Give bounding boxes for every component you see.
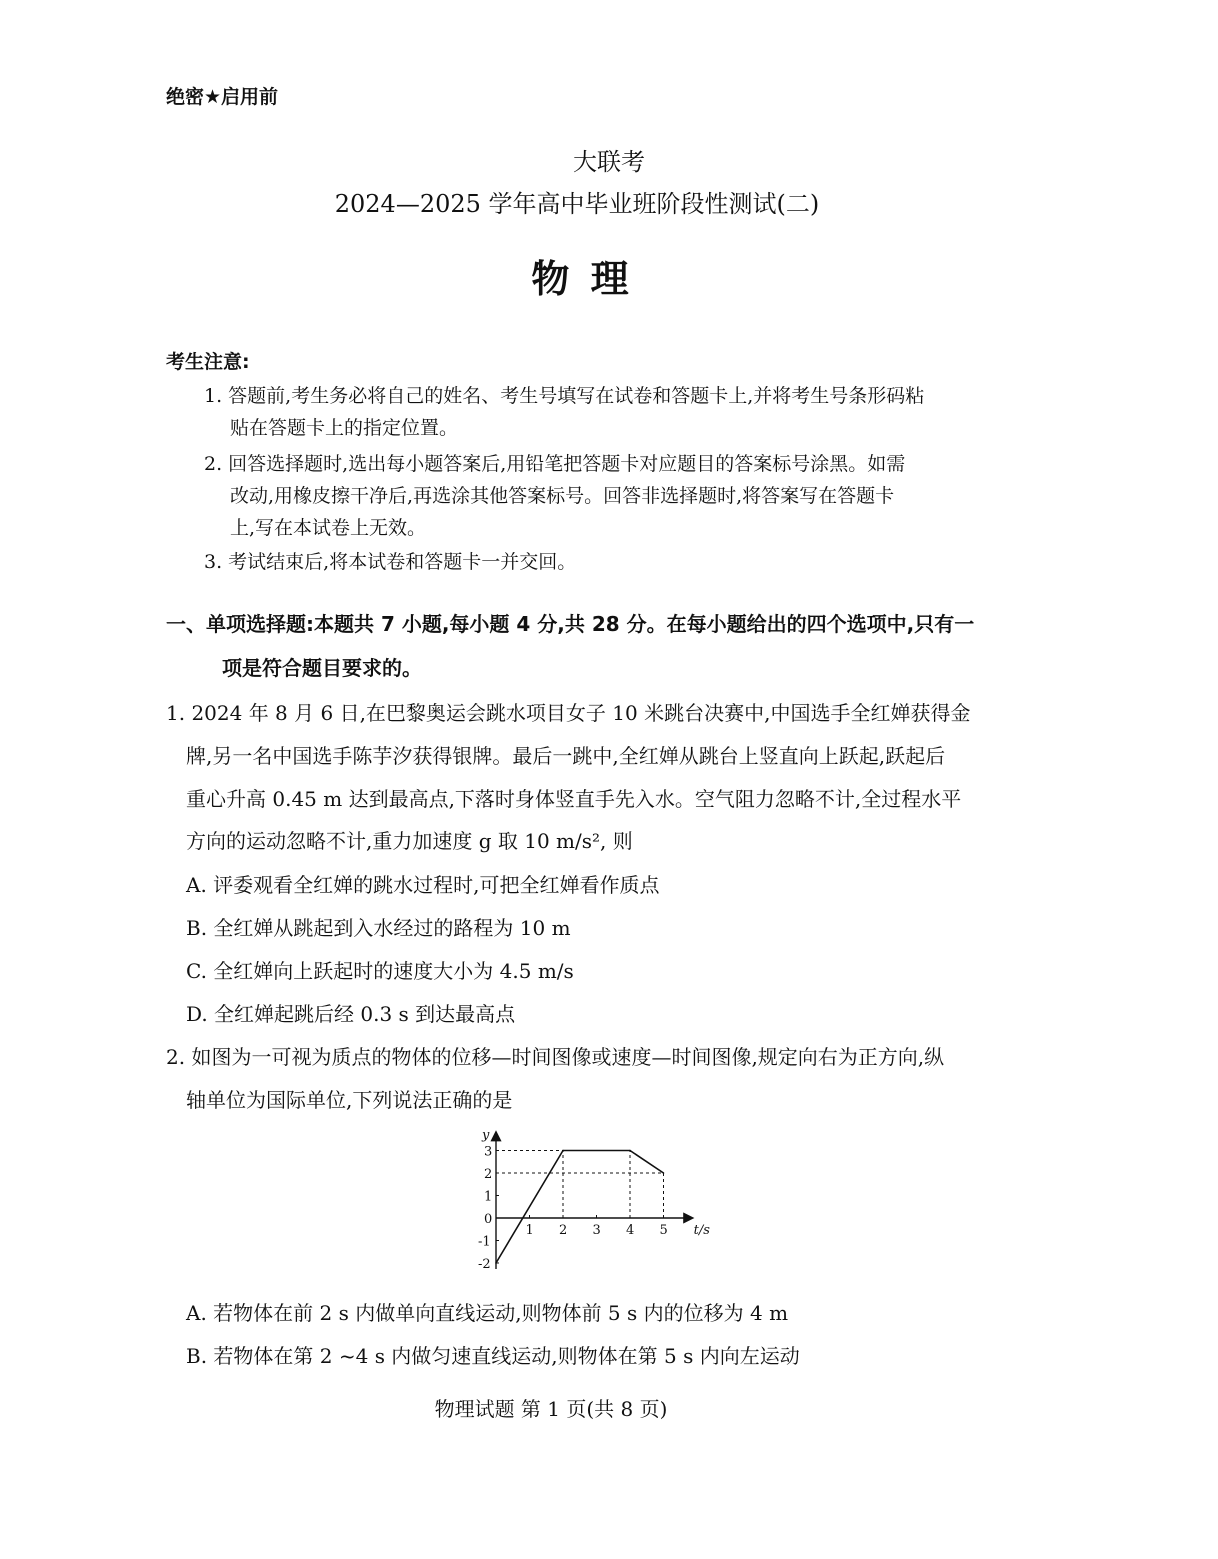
series-point <box>629 1150 631 1152</box>
notice-line: 贴在答题卡上的指定位置。 <box>230 417 459 439</box>
q1-stem-line: 牌,另一名中国选手陈芋汐获得银牌。最后一跳中,全红婵从跳台上竖直向上跃起,跃起后 <box>186 744 946 768</box>
y-t-graph <box>468 1122 708 1282</box>
y-tick-label: -2 <box>478 1257 491 1272</box>
notice-line: 1. 答题前,考生务必将自己的姓名、考生号填写在试卷和答题卡上,并将考生号条形码粘 <box>204 385 925 407</box>
series-point <box>495 1262 497 1264</box>
exam-series-title: 大联考 <box>573 148 645 176</box>
q2-option-a: A. 若物体在前 2 s 内做单向直线运动,则物体前 5 s 内的位移为 4 m <box>186 1301 789 1325</box>
x-tick-label: 4 <box>626 1223 635 1238</box>
q2-stem-line: 轴单位为国际单位,下列说法正确的是 <box>186 1088 513 1112</box>
q1-stem-line: 方向的运动忽略不计,重力加速度 g 取 10 m/s², 则 <box>186 829 633 853</box>
y-tick-label: -1 <box>478 1234 491 1250</box>
q2-option-b: B. 若物体在第 2 ~4 s 内做匀速直线运动,则物体在第 5 s 内向左运动 <box>186 1344 800 1368</box>
series-line <box>496 1151 664 1264</box>
series-point <box>663 1172 665 1174</box>
section-heading: 一、单项选择题:本题共 7 小题,每小题 4 分,共 28 分。在每小题给出的四个选项中,只有一 <box>166 612 975 636</box>
q1-option-a: A. 评委观看全红婵的跳水过程时,可把全红婵看作质点 <box>186 873 660 897</box>
notice-heading: 考生注意: <box>166 351 250 373</box>
notice-line: 2. 回答选择题时,选出每小题答案后,用铅笔把答题卡对应题目的答案标号涂黑。如需 <box>204 453 906 475</box>
subject-title: 物 理 <box>531 257 633 301</box>
y-tick-label: 2 <box>484 1167 493 1182</box>
page-footer: 物理试题 第 1 页(共 8 页) <box>434 1397 668 1421</box>
x-axis-label: t/s <box>693 1223 710 1238</box>
y-tick-label: 3 <box>484 1144 493 1160</box>
secret-label: 绝密★启用前 <box>166 86 279 108</box>
q1-option-b: B. 全红婵从跳起到入水经过的路程为 10 m <box>186 916 571 940</box>
x-tick-label: 1 <box>525 1223 534 1238</box>
x-tick-label: 2 <box>559 1223 568 1238</box>
section-heading-cont: 项是符合题目要求的。 <box>222 656 422 680</box>
x-tick-label: 3 <box>592 1223 601 1238</box>
notice-line: 改动,用橡皮擦干净后,再选涂其他答案标号。回答非选择题时,将答案写在答题卡 <box>230 485 895 507</box>
y-axis-label: y <box>482 1128 490 1143</box>
q1-stem-line: 1. 2024 年 8 月 6 日,在巴黎奥运会跳水项目女子 10 米跳台决赛中,中国选手全红婵获得金 <box>166 701 971 725</box>
notice-line: 上,写在本试卷上无效。 <box>230 517 427 539</box>
y-tick-label: 0 <box>484 1212 493 1227</box>
x-tick-label: 5 <box>659 1223 668 1238</box>
q1-option-d: D. 全红婵起跳后经 0.3 s 到达最高点 <box>186 1002 516 1026</box>
series-point <box>562 1150 564 1152</box>
exam-title: 2024—2025 学年高中毕业班阶段性测试(二) <box>334 190 820 218</box>
q2-stem-line: 2. 如图为一可视为质点的物体的位移—时间图像或速度—时间图像,规定向右为正方向,纵 <box>166 1045 945 1069</box>
notice-line: 3. 考试结束后,将本试卷和答题卡一并交回。 <box>204 551 577 573</box>
q1-stem-line: 重心升高 0.45 m 达到最高点,下落时身体竖直手先入水。空气阻力忽略不计,全过程水平 <box>186 787 962 811</box>
y-tick-label: 1 <box>484 1189 493 1205</box>
q1-option-c: C. 全红婵向上跃起时的速度大小为 4.5 m/s <box>186 959 574 983</box>
